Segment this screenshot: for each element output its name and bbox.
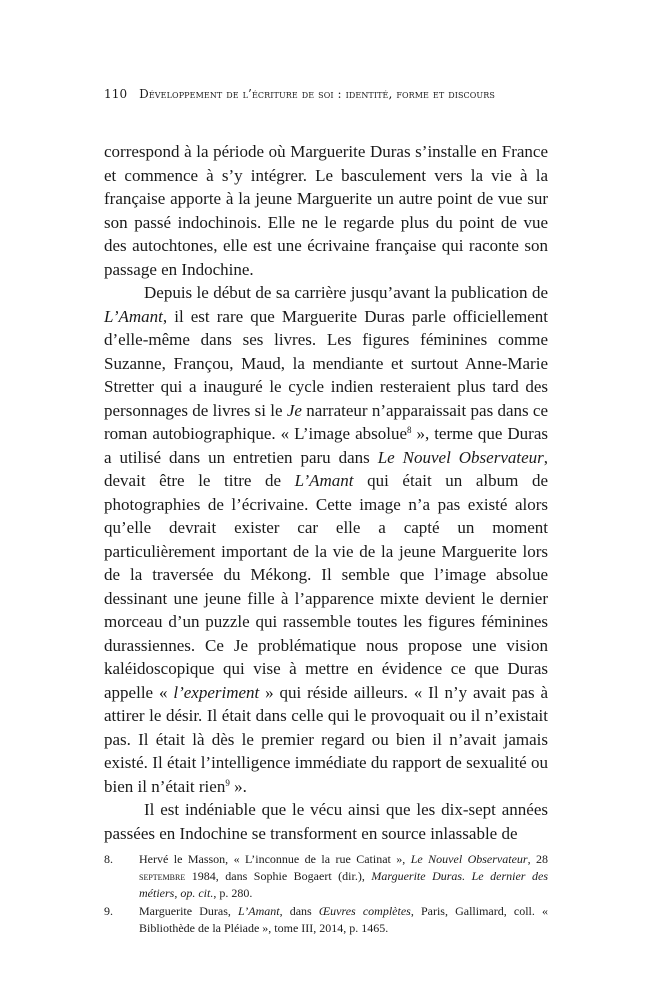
text-run: correspond à la période où Marguerite Duras s’installe en France et commence à s’y intégrer. Le basculement vers la vie à la française apporte à la jeune Marguerite un autre point de vue sur son passé indochinois. Elle ne le regarde plus du point de vue des autochtones, elle est une écrivaine française qui raconte son passage en Indochine.	[104, 142, 548, 279]
italic-text: op. cit.	[180, 886, 214, 900]
footnote-number: 9.	[104, 904, 113, 918]
text-run: », terme que Duras a utilisé dans un entretien paru dans	[104, 424, 548, 467]
paragraph	[104, 281, 548, 798]
footnote-text	[139, 851, 548, 902]
text-run: , dans	[279, 904, 319, 918]
italic-text: l’experiment	[173, 682, 260, 702]
footnote	[104, 851, 548, 902]
text-run: Depuis le début de sa carrière jusqu’avant la publication de	[144, 283, 548, 302]
italic-text: L’Amant	[104, 306, 163, 326]
text-run: Il est indéniable que le vécu ainsi que les dix-sept années passées en Indochine se transforment en source inlassable de	[104, 800, 548, 843]
body-text	[104, 140, 548, 845]
footnote-reference: 8	[407, 425, 412, 435]
paragraph	[104, 140, 548, 281]
text-run: narrateur n’apparaissait pas dans ce roman autobiographique. « L’image absolue	[104, 400, 548, 443]
italic-text: L’Amant	[294, 471, 354, 490]
footnotes	[104, 851, 548, 938]
text-run: qui était un album de photographies de l’écrivaine. Cette image n’a pas existé alors qu’elle devrait exister car elle a capté un moment particulièrement important de la vie de la jeune Marguerite lors de la traversée du Mékong. Il semble que l’image absolue dessinant une jeune fille à l’apparence mixte devient le dernier morceau d’un puzzle qui rassemble toutes les figures féminines durassiennes. Ce Je problématique nous propose une vision kaléidoscopique qui vise à mettre en évidence ce que Duras appelle «	[104, 471, 548, 702]
running-title: Développement de l’écriture de soi : identité, forme et discours	[139, 87, 495, 101]
italic-text: Je	[286, 400, 302, 420]
running-header	[104, 87, 564, 101]
footnote-number: 8.	[104, 852, 113, 866]
text-run: ,	[313, 921, 320, 935]
text-run: , Paris, Gallimard, coll. « Bibliothède de la Pléiade », tome	[139, 904, 549, 935]
small-caps-text: 1465	[361, 921, 386, 935]
small-caps-text: 2014	[319, 921, 344, 935]
italic-text: Le Nouvel Observateur	[377, 447, 544, 467]
text-run: Marguerite Duras,	[139, 904, 239, 918]
italic-text: Le Nouvel Observateur	[410, 852, 528, 866]
italic-text: Œuvres complètes	[318, 904, 411, 918]
text-run: , dans Sophie Bogaert (dir.),	[215, 869, 372, 883]
footnote-reference: 9	[225, 777, 230, 788]
text-run: ».	[229, 776, 247, 796]
italic-text: Marguerite Duras. Le dernier des métiers	[139, 869, 548, 900]
footnote	[104, 903, 548, 937]
text-run: » qui réside ailleurs. « Il n’y avait pas à attirer le désir. Il était dans celle qui le provoquait ou il n’existait pas. Il était là dès le premier regard ou bien il n’avait jamais existé. Il était l’intelligence immédiate du rapport de sexualité ou bien il n’était rien	[104, 682, 548, 796]
italic-text: L’Amant	[238, 904, 280, 918]
small-caps-text: 280	[231, 886, 250, 900]
text-run: ,	[174, 886, 181, 900]
page-number: 110	[104, 87, 128, 101]
text-run: , il est rare que Marguerite Duras parle officiellement d’elle-même dans ses livres. Les figures féminines comme Suzanne, Françou, Maud, la mendiante et surtout Anne-Marie Stretter qui a inauguré le cycle indien resteraient plus tard des personnages de livres si le	[104, 306, 548, 420]
paragraph	[104, 798, 548, 845]
text-run: , p.	[213, 886, 232, 900]
small-caps-text: III	[301, 921, 314, 935]
text-run: , devait être le titre de	[104, 447, 548, 490]
small-caps-text: 28 septembre 1984	[139, 852, 548, 883]
text-run: Hervé le Masson, « L’inconnue de la rue Catinat »,	[139, 852, 411, 866]
footnote-text	[139, 903, 548, 937]
text-run: .	[385, 921, 389, 935]
text-run: ,	[527, 852, 536, 866]
text-run: .	[249, 886, 253, 900]
text-run: , p.	[343, 921, 362, 935]
